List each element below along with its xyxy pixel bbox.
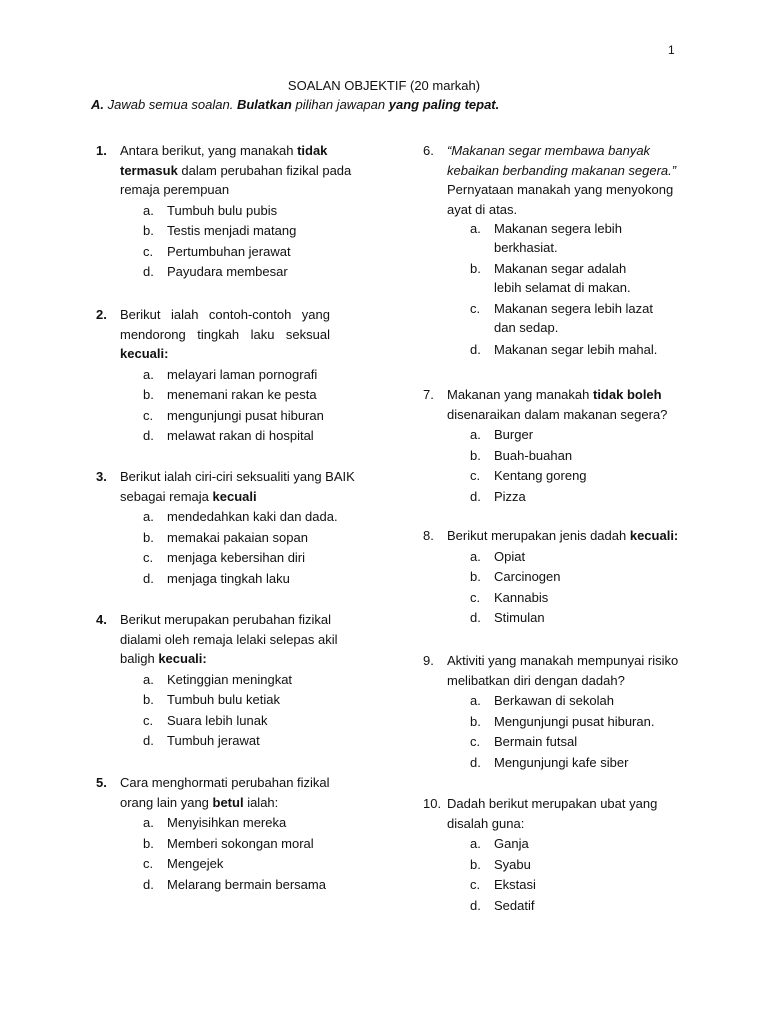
option[interactable]: b. Makanan segar adalah lebih selamat di makan.	[470, 261, 631, 295]
option[interactable]: b. Buah-buahan	[470, 447, 573, 463]
option[interactable]: b. menemani rakan ke pesta	[143, 387, 317, 402]
question-text: Antara berikut, yang manakah tidak termasuk dalam perubahan fizikal pada remaja perempuan	[120, 143, 352, 197]
instruction-bold: Bulatkan	[236, 97, 292, 112]
option[interactable]: c. Kannabis	[470, 589, 549, 605]
instructions	[91, 97, 499, 112]
question-3	[96, 467, 386, 589]
question-number: 6.	[423, 143, 434, 158]
option[interactable]: d. Mengunjungi kafe siber	[470, 754, 629, 770]
option[interactable]: a. mendedahkan kaki dan dada.	[143, 509, 338, 524]
question-7	[423, 385, 713, 507]
question-10	[423, 794, 713, 916]
option[interactable]: c. Pertumbuhan jerawat	[143, 243, 291, 259]
question-text: Dadah berikut merupakan ubat yang disalah guna:	[447, 796, 658, 831]
question-text: Berikut merupakan perubahan fizikal dialami oleh remaja lelaki selepas akil baligh kecuali:	[120, 612, 338, 666]
question-text: Berikut ialah ciri-ciri seksualiti yang BAIK sebagai remaja kecuali	[120, 469, 355, 504]
option[interactable]: a. Opiat	[470, 548, 526, 564]
question-text: Berikut ialah contoh-contoh yang mendorong tingkah laku seksual kecuali:	[120, 307, 330, 361]
option[interactable]: a. Ketinggian meningkat	[143, 671, 293, 687]
instruction-bold: yang paling tepat.	[388, 97, 500, 112]
option[interactable]: c. Suara lebih lunak	[143, 712, 268, 728]
option[interactable]: c. Ekstasi	[470, 877, 536, 892]
instruction-prefix: A.	[91, 97, 104, 112]
option[interactable]: d. Melarang bermain bersama	[143, 876, 326, 892]
option[interactable]: a. Berkawan di sekolah	[470, 693, 614, 708]
option[interactable]: d. Stimulan	[470, 610, 545, 625]
option[interactable]: b. Carcinogen	[470, 569, 561, 584]
question-number: 4.	[96, 612, 107, 627]
option[interactable]: b. memakai pakaian sopan	[143, 529, 308, 545]
option[interactable]: d. melawat rakan di hospital	[143, 428, 314, 443]
option[interactable]: c. menjaga kebersihan diri	[143, 550, 306, 565]
option[interactable]: b. Memberi sokongan moral	[143, 835, 314, 851]
option[interactable]: d. Sedatif	[470, 897, 535, 913]
question-4	[96, 610, 386, 752]
option[interactable]: d. Tumbuh jerawat	[143, 733, 260, 748]
option[interactable]: b. Syabu	[470, 856, 531, 872]
question-number: 9.	[423, 653, 434, 668]
question-number: 7.	[423, 387, 434, 402]
option[interactable]: c. Mengejek	[143, 856, 224, 871]
question-text: “Makanan segar membawa banyak kebaikan berbanding makanan segera.” Pernyataan manakah yang menyokong ayat di atas.	[447, 143, 677, 217]
instruction-text: pilihan jawapan	[291, 97, 389, 112]
question-1	[96, 141, 386, 283]
question-text: Aktiviti yang manakah mempunyai risiko melibatkan diri dengan dadah?	[447, 653, 679, 688]
option[interactable]: c. Bermain futsal	[470, 734, 578, 749]
option[interactable]: a. Tumbuh bulu pubis	[143, 202, 278, 218]
option[interactable]: d. menjaga tingkah laku	[143, 570, 290, 586]
option[interactable]: b. Testis menjadi matang	[143, 223, 297, 238]
question-text: Berikut merupakan jenis dadah kecuali:	[447, 528, 679, 543]
option[interactable]: c. Makanan segera lebih lazat dan sedap.	[470, 301, 653, 335]
question-number: 3.	[96, 469, 107, 484]
question-5	[96, 773, 386, 895]
question-number: 5.	[96, 775, 107, 790]
option[interactable]: a. Menyisihkan mereka	[143, 815, 287, 830]
option[interactable]: a. Burger	[470, 427, 534, 442]
question-8	[423, 526, 713, 629]
option[interactable]: a. melayari laman pornografi	[143, 366, 318, 382]
question-number: 1.	[96, 143, 107, 158]
option[interactable]: d. Pizza	[470, 488, 526, 504]
question-6	[423, 141, 713, 361]
option[interactable]: a. Ganja	[470, 836, 529, 851]
option[interactable]: a. Makanan segera lebih berkhasiat.	[470, 221, 622, 255]
option[interactable]: c. Kentang goreng	[470, 468, 587, 483]
question-number: 2.	[96, 307, 107, 322]
question-9	[423, 651, 713, 773]
page-number: 1	[668, 43, 675, 57]
option[interactable]: d. Payudara membesar	[143, 264, 288, 279]
question-number: 10.	[423, 796, 442, 811]
option[interactable]: d. Makanan segar lebih mahal.	[470, 342, 658, 357]
option[interactable]: b. Tumbuh bulu ketiak	[143, 692, 280, 707]
option[interactable]: c. mengunjungi pusat hiburan	[143, 407, 324, 423]
question-text: Cara menghormati perubahan fizikal orang lain yang betul ialah:	[120, 775, 330, 810]
question-text: Makanan yang manakah tidak boleh disenaraikan dalam makanan segera?	[447, 387, 668, 422]
question-2	[96, 305, 386, 447]
instruction-text: Jawab semua soalan.	[104, 97, 237, 112]
page-title: SOALAN OBJEKTIF (20 markah)	[287, 78, 481, 93]
option[interactable]: b. Mengunjungi pusat hiburan.	[470, 713, 655, 729]
question-number: 8.	[423, 528, 434, 543]
